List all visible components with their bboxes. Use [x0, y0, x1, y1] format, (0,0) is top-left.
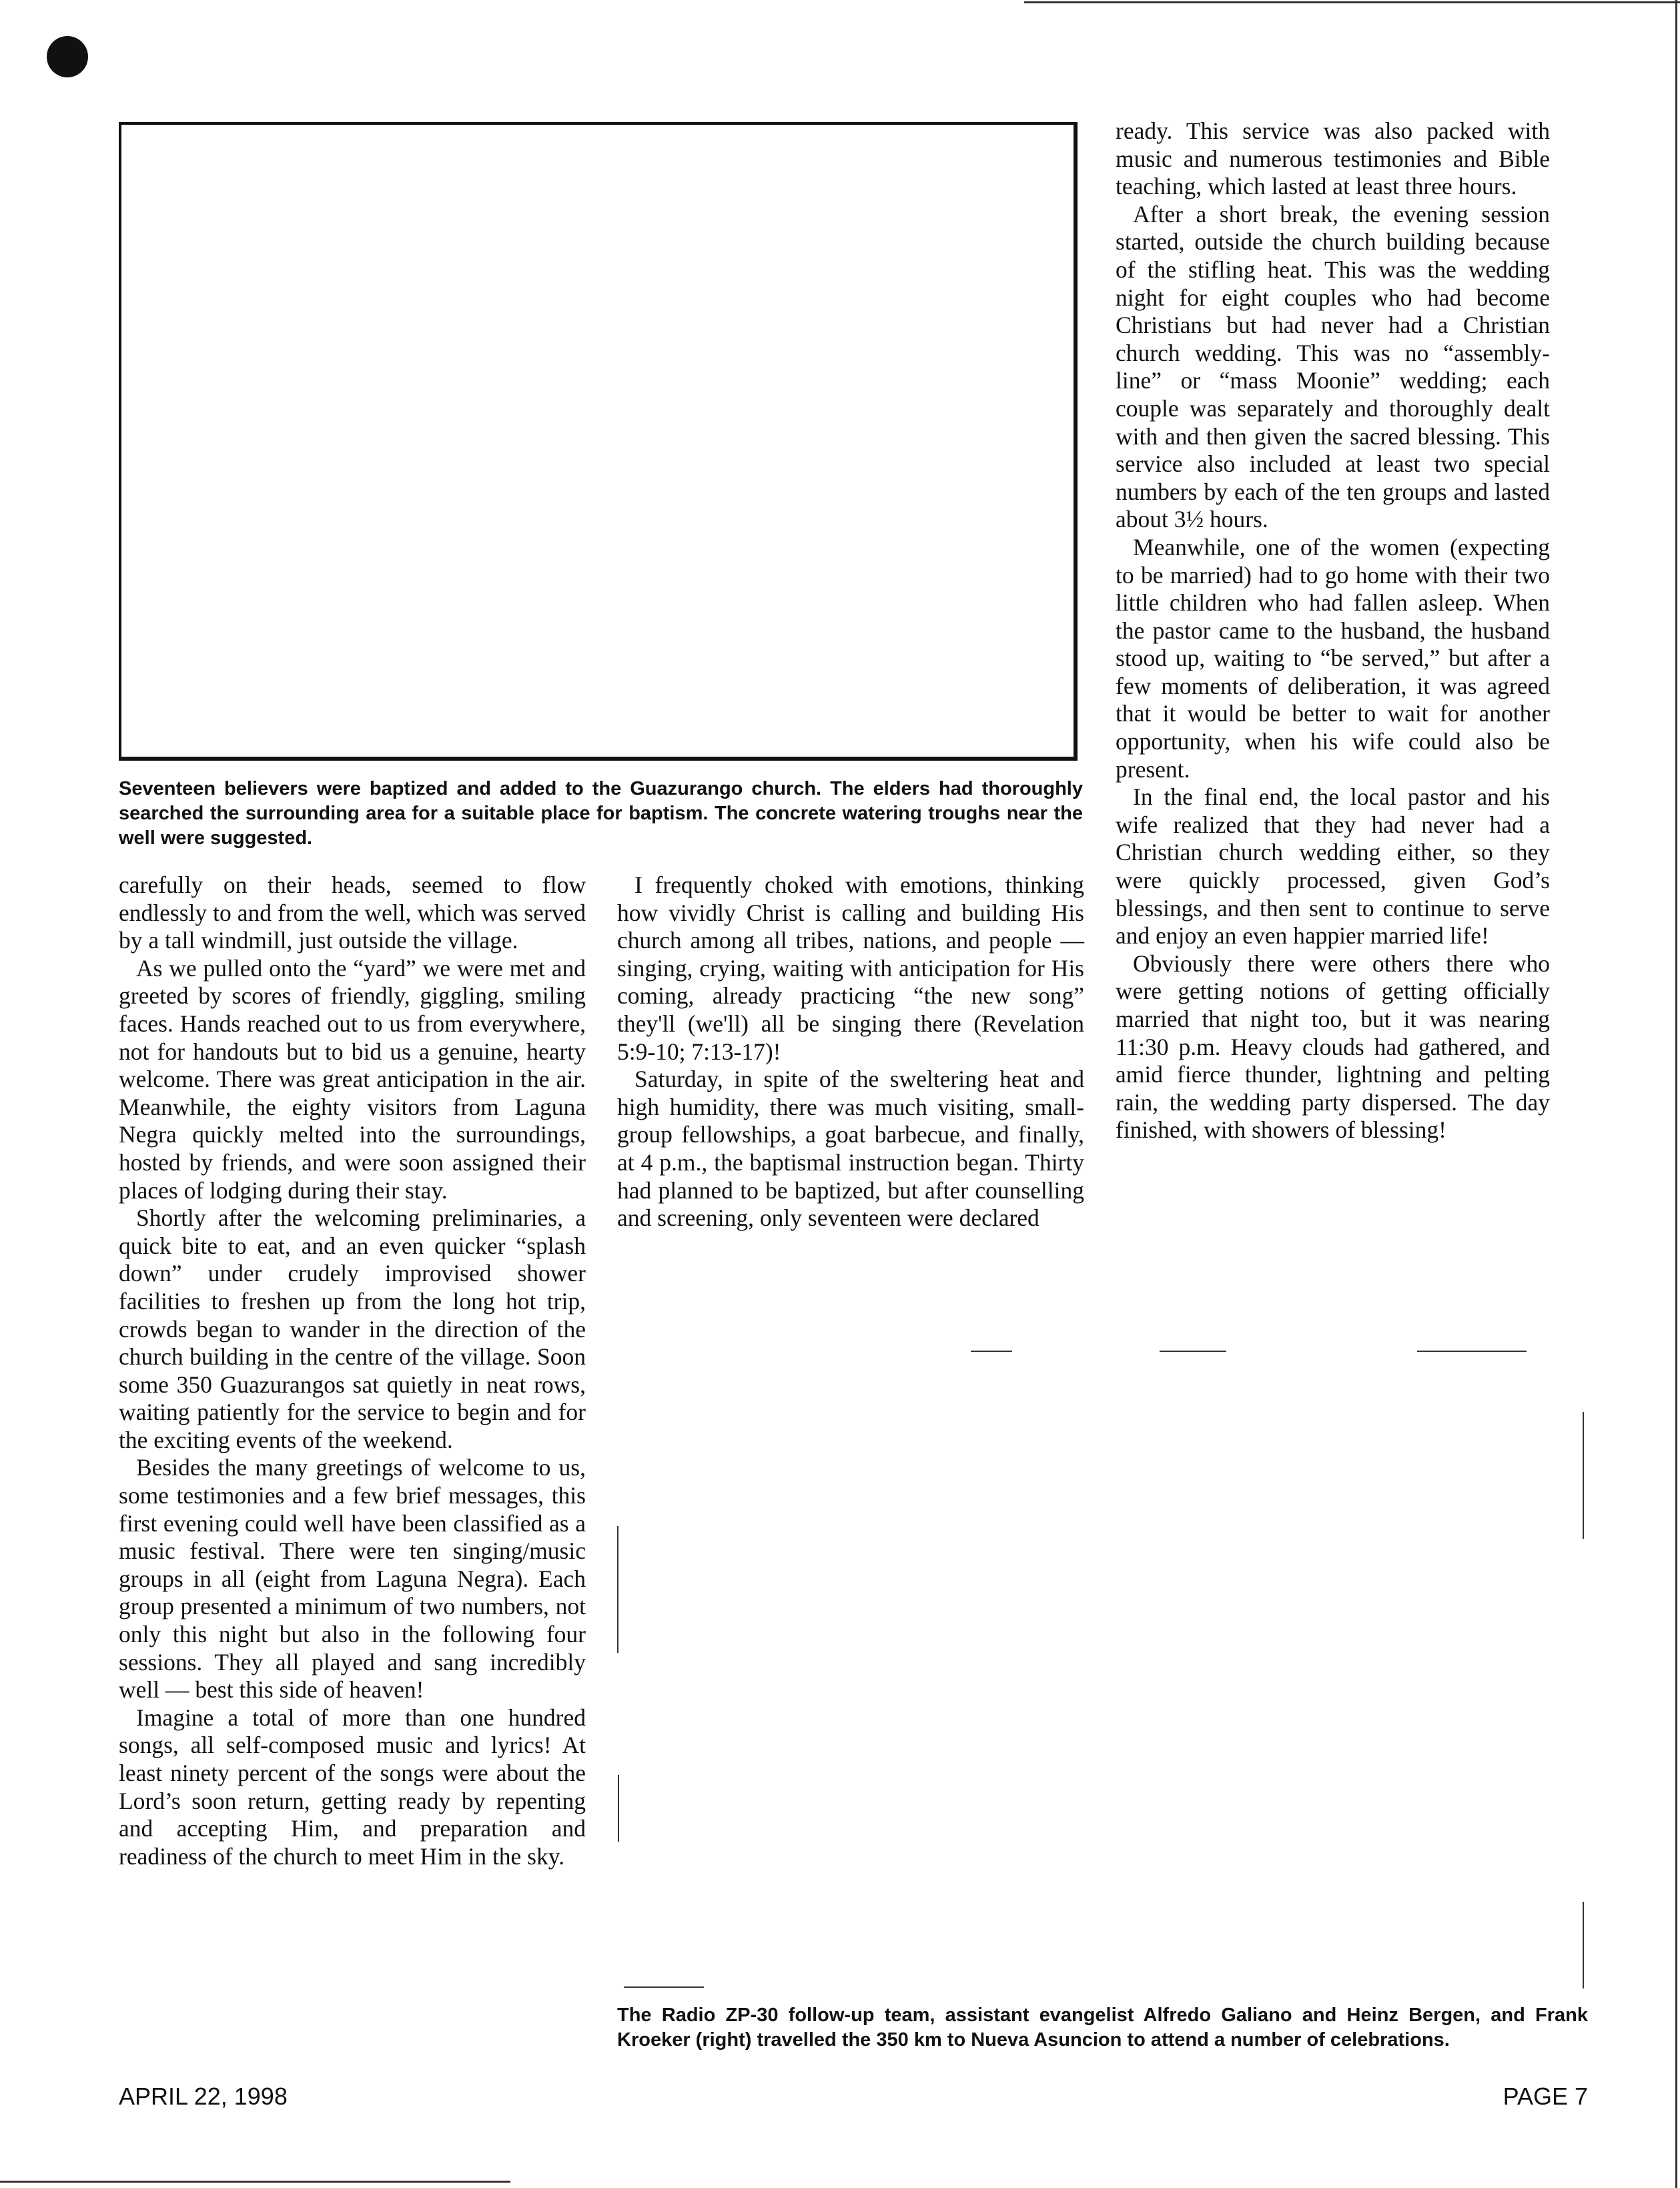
column-middle-paragraph: I frequently choked with emotions, thinking how vividly Christ is calling and building His church among all tribes, nations, and people — singing, crying, waiting with anticipation for His coming, already practicing “the new song” they'll (we'll) all be singing there (Revelation 5:9-10; 7:13-17)!	[617, 871, 1084, 1065]
photo-bottom-top-rule-2	[1160, 1351, 1226, 1352]
column-right-paragraph: In the final end, the local pastor and his wife realized that they had never had a Christian church wedding either, so they were quickly processed, given God’s blessings, and then sent to continue to serve and enjoy an even happier married life!	[1116, 783, 1550, 950]
photo-bottom-left-rule-2	[618, 1775, 619, 1842]
footer-page-number: PAGE 7	[1503, 2083, 1588, 2110]
column-right	[1116, 117, 1550, 1144]
photo-bottom-bottom-rule	[624, 1986, 704, 1988]
footer-date: APRIL 22, 1998	[119, 2083, 288, 2110]
binder-hole	[47, 36, 88, 77]
photo-top-frame	[119, 122, 1078, 761]
column-right-paragraph: ready. This service was also packed with music and numerous testimonies and Bible teaching, which lasted at least three hours.	[1116, 117, 1550, 200]
column-left	[119, 871, 586, 1870]
photo-bottom-left-rule	[617, 1526, 618, 1653]
photo-bottom-top-rule-3	[1417, 1351, 1527, 1352]
column-right-paragraph: Meanwhile, one of the women (expecting to be married) had to go home with their two little children who had fallen asleep. When the pastor came to the husband, the husband stood up, waiting to “be served,” but after a few moments of deliberation, it was agreed that it would be better to wait for another opportunity, when his wife could also be present.	[1116, 533, 1550, 783]
column-left-paragraph: As we pulled onto the “yard” we were met and greeted by scores of friendly, giggling, smiling faces. Hands reached out to us from everywhere, not for handouts but to bid us a genuine, hearty welcome. There was great anticipation in the air. Meanwhile, the eighty visitors from Laguna Negra quickly melted into the surroundings, hosted by friends, and were soon assigned their places of lodging during their stay.	[119, 954, 586, 1204]
column-left-paragraph: Besides the many greetings of welcome to us, some testimonies and a few brief messages, this first evening could well have been classified as a music festival. There were ten singing/music groups in all (eight from Laguna Negra). Each group presented a minimum of two numbers, not only this night but also in the following four sessions. They all played and sang incredibly well — best this side of heaven!	[119, 1454, 586, 1704]
column-middle-paragraph: Saturday, in spite of the sweltering heat and high humidity, there was much visiting, small-group fellowships, a goat barbecue, and finally, at 4 p.m., the baptismal instruction began. Thirty had planned to be baptized, but after counselling and screening, only seventeen were declared	[617, 1066, 1084, 1232]
photo-bottom-caption: The Radio ZP-30 follow-up team, assistant evangelist Alfredo Galiano and Heinz Bergen, and Frank Kroeker (right) travelled the 350 km to Nueva Asuncion to attend a number of celebrations.	[617, 2004, 1588, 2051]
scan-edge-right-rule	[1675, 0, 1677, 2188]
photo-bottom-top-rule-1	[971, 1351, 1012, 1352]
column-right-paragraph: After a short break, the evening session started, outside the church building because of the stifling heat. This was the wedding night for eight couples who had become Christians but had never had a Christian church wedding. This was no “assembly-line” or “mass Moonie” wedding; each couple was separately and thoroughly dealt with and then given the sacred blessing. This service also included at least two special numbers by each of the ten groups and lasted about 3½ hours.	[1116, 200, 1550, 533]
photo-bottom-right-rule	[1583, 1412, 1584, 1539]
column-right-paragraph: Obviously there were others there who were getting notions of getting officially married that night too, but it was nearing 11:30 p.m. Heavy clouds had gathered, and amid fierce thunder, lightning and pelting rain, the wedding party dispersed. The day finished, with showers of blessing!	[1116, 950, 1550, 1144]
column-left-paragraph: Imagine a total of more than one hundred songs, all self-composed music and lyrics! At least ninety percent of the songs were about the Lord’s soon return, getting ready by repenting and accepting Him, and preparation and readiness of the church to meet Him in the sky.	[119, 1704, 586, 1870]
photo-top-caption: Seventeen believers were baptized and added to the Guazurango church. The elders had thoroughly searched the surrounding area for a suitable place for baptism. The concrete watering troughs near the well were suggested.	[119, 778, 1083, 849]
scan-edge-top-rule	[1024, 1, 1680, 3]
photo-bottom-right-rule-2	[1583, 1902, 1584, 1988]
column-middle	[617, 871, 1084, 1232]
photo-bottom-frame	[617, 1348, 1585, 1988]
scan-edge-bottom-rule	[0, 2181, 510, 2183]
column-left-paragraph: Shortly after the welcoming preliminaries, a quick bite to eat, and an even quicker “splash down” under crudely improvised shower facilities to freshen up from the long hot trip, crowds began to wander in the direction of the church building in the centre of the village. Soon some 350 Guazurangos sat quietly in neat rows, waiting patiently for the service to begin and for the exciting events of the weekend.	[119, 1204, 586, 1453]
column-left-paragraph: carefully on their heads, seemed to flow endlessly to and from the well, which was served by a tall windmill, just outside the village.	[119, 871, 586, 954]
